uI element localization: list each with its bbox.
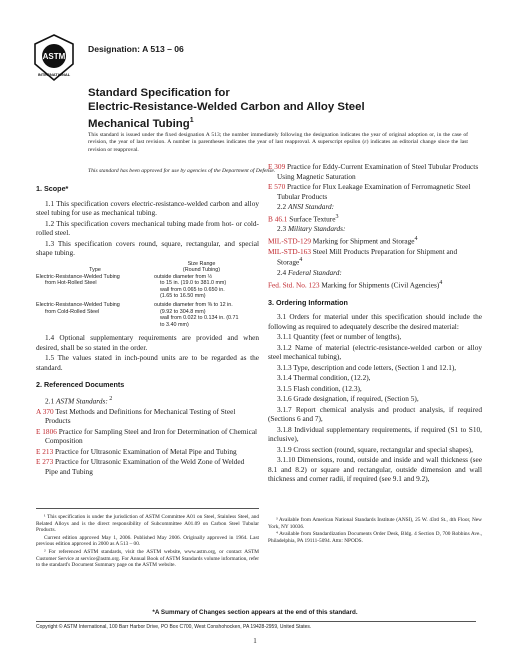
reference-entry (36, 447, 259, 457)
ordering-item: 3.1.1 Quantity (feet or number of lengths), (277, 332, 402, 342)
title-line-2: Electric-Resistance-Welded Carbon and Alloy Steel (88, 101, 365, 114)
reference-entry (268, 247, 482, 267)
page-number: 1 (253, 637, 257, 645)
table-row: Electric-Resistance-Welded Tubing from Cold-Rolled Steel outside diameter from ⅜ to 12 in. (9.92 to 304.8 mm) wall from 0.022 to 0.134 in. (0.71 to 3.40 mm) (36, 302, 239, 328)
reference-code-link[interactable]: E 213 (36, 446, 54, 456)
astm-reference-list (36, 407, 259, 477)
scope-heading: 1. Scope* (36, 184, 69, 193)
reference-title: Steel Mill Products Preparation for Shipment and Storage (277, 246, 458, 267)
ansi-standard-label: 2.2 ANSI Standard: (277, 202, 335, 211)
footnote: ² For referenced ASTM standards, visit the ASTM website, www.astm.org, or contact ASTM Customer Service at service@astm.org. For Annual Book of ASTM Standards volume information, refer to the standard's Document Summary page on the ASTM website. (36, 548, 259, 569)
reference-title: Marking for Shipments (Civil Agencies) (319, 280, 440, 290)
reference-code-link[interactable]: MIL-STD-163 (268, 246, 311, 256)
military-reference-list (268, 235, 482, 267)
reference-code-link[interactable]: E 309 (268, 162, 286, 171)
round-tubing-header: (Round Tubing) (182, 267, 221, 274)
ordering-item: 3.1.3 Type, description and code letters, (Section 1 and 12.1), (277, 362, 457, 372)
military-standards-label: 2.3 Military Standards: (277, 224, 346, 234)
footnote-mark: 4 (414, 235, 418, 242)
ordering-item: 3.1.2 Name of material (electric-resistance-welded carbon or alloy steel mechanical tubing), (268, 342, 482, 362)
footnote: Current edition approved May 1, 2006. Published May 2006. Originally approved in 1964. Last previous edition approved in 2000 as A 513 – 00. (36, 534, 259, 548)
reference-code-link[interactable]: E 1806 (36, 426, 57, 436)
federal-standard-label: 2.4 Federal Standard: (277, 268, 342, 278)
footnote-mark: 4 (439, 279, 443, 286)
ordering-item: 3.1 Orders for material under this specification should include the following as required to adequately describe the desired material: (268, 312, 482, 331)
title-line-1: Standard Specification for (88, 87, 230, 99)
ordering-item: 3.1.4 Thermal condition, (12.2), (277, 373, 371, 383)
reference-entry (268, 162, 482, 181)
reference-title: Surface Texture (287, 213, 336, 223)
svg-text:INTERNATIONAL: INTERNATIONAL (37, 72, 71, 77)
reference-entry (268, 279, 482, 290)
designation: Designation: A 513 – 06 (88, 44, 184, 54)
ordering-item: 3.1.5 Flash condition, (12.3), (277, 383, 362, 393)
footnote-mark: 3 (335, 213, 339, 220)
scope-1-5: 1.5 The values stated in inch-pound units are to be regarded as the standard. (36, 353, 259, 372)
reference-title: Marking for Shipment and Storage (310, 236, 415, 246)
reference-title: Practice for Ultrasonic Examination of the Weld Zone of Welded Pipe and Tubing (45, 457, 245, 476)
ordering-item: 3.1.6 Grade designation, if required, (Section 5), (277, 394, 419, 404)
footnote-mark: 4 (299, 257, 303, 264)
reference-entry (36, 457, 259, 476)
footnotes-right (268, 512, 482, 545)
reference-entry (268, 213, 482, 224)
reference-code-link[interactable]: Fed. Std. No. 123 (268, 280, 320, 290)
left-column (36, 184, 259, 477)
summary-of-changes-note: *A Summary of Changes section appears at the end of this standard. (152, 609, 358, 616)
scope-1-1: 1.1 This specification covers electric-resistance-welded carbon and alloy steel tubing for use as mechanical tubing. (36, 198, 259, 217)
reference-title: Practice for Sampling Steel and Iron for Determination of Chemical Composition (45, 426, 258, 446)
ordering-item: 3.1.9 Cross section (round, square, rectangular and special shapes), (277, 444, 473, 454)
ordering-item: 3.1.10 Dimensions, round, outside and inside and wall thickness (see 8.1 and 8.2) or square and rectangular, outside dimension and wall thickness and corner radii, if required (see 9.1 and 9.2), (268, 455, 482, 484)
astm-reference-list-continued (268, 162, 482, 201)
svg-text:ASTM: ASTM (42, 52, 66, 61)
ordering-item: 3.1.7 Report chemical analysis and product analysis, if required (Sections 6 and 7), (268, 404, 482, 424)
footnote: ⁴ Available from Standardization Documents Order Desk, Bldg. 4 Section D, 700 Robbins Ave., Philadelphia, PA 19111-5094. Attn: NPODS. (268, 531, 482, 544)
reference-entry (268, 182, 482, 201)
reference-title: Practice for Flux Leakage Examination of Ferromagnetic Steel Tubular Products (277, 182, 471, 201)
reference-title: Practice for Eddy-Current Examination of Steel Tubular Products Using Magnetic Saturation (277, 162, 479, 181)
footnote: ³ Available from American National Standards Institute (ANSI), 25 W. 43rd St., 4th Floor, New York, NY 10036. (268, 517, 482, 530)
scope-1-2: 1.2 This specification covers mechanical tubing made from hot- or cold-rolled steel. (36, 218, 259, 237)
issuance-note: This standard is issued under the fixed designation A 513; the number immediately following the designation indicates the year of original adoption or, in the case of revision, the year of last revision. A number in parentheses indicates the year of last reapproval. A superscript epsilon (ε) indicates an editorial change since the last revision or reapproval. (88, 132, 468, 153)
ordering-list (268, 312, 482, 484)
ordering-information-heading: 3. Ordering Information (268, 297, 348, 307)
referenced-documents-heading: 2. Referenced Documents (36, 380, 125, 390)
scope-1-4: 1.4 Optional supplementary requirements are provided and when desired, shall be so stated in the order. (36, 333, 259, 352)
astm-logo (33, 34, 75, 82)
type-header: Type (89, 267, 101, 274)
standard-title (88, 86, 418, 131)
size-range-table (36, 261, 259, 329)
title-line-3: Mechanical Tubing$^1$ (88, 117, 194, 131)
reference-code-link[interactable]: E 570 (268, 182, 286, 191)
footnotes-left (36, 508, 259, 570)
reference-code-link[interactable]: B 46.1 (268, 213, 288, 223)
reference-code-link[interactable]: MIL-STD-129 (268, 236, 311, 246)
ansi-reference-list (268, 213, 482, 224)
reference-code-link[interactable]: A 370 (36, 406, 54, 416)
size-range-header: Size Range (187, 260, 216, 267)
reference-title: Practice for Ultrasonic Examination of Metal Pipe and Tubing (53, 446, 237, 456)
reference-entry (268, 235, 482, 246)
reference-entry (36, 407, 259, 426)
copyright-line: Copyright © ASTM International, 100 Barr Harbor Drive, PO Box C700, West Conshohocken, PA 19428-2959, United States. (36, 621, 476, 630)
astm-standards-label: 2.1 ASTM Standards: $^2$ (45, 395, 113, 406)
federal-reference-list (268, 279, 482, 290)
scope-1-3: 1.3 This specification covers round, square, rectangular, and special shape tubing. (36, 238, 259, 257)
reference-code-link[interactable]: E 273 (36, 457, 54, 467)
footnote: ¹ This specification is under the jurisdiction of ASTM Committee A01 on Steel, Stainless Steel, and Related Alloys and is the direct responsibility of Subcommittee A01.09 on Carbon Steel Tubular Products. (36, 514, 259, 534)
right-column (268, 162, 482, 485)
reference-entry (36, 427, 259, 446)
approval-note: This standard has been approved for use by agencies of the Department of Defense. (88, 168, 276, 174)
ordering-item: 3.1.8 Individual supplementary requirements, if required (S1 to S10, inclusive), (268, 424, 482, 444)
table-row: Electric-Resistance-Welded Tubing from Hot-Rolled Steel outside diameter from ½ to 15 in. (19.0 to 381.0 mm) wall from 0.065 to 0.650 in. (1.65 to 16.50 mm) (36, 273, 227, 300)
reference-title: Test Methods and Definitions for Mechanical Testing of Steel Products (45, 406, 236, 426)
